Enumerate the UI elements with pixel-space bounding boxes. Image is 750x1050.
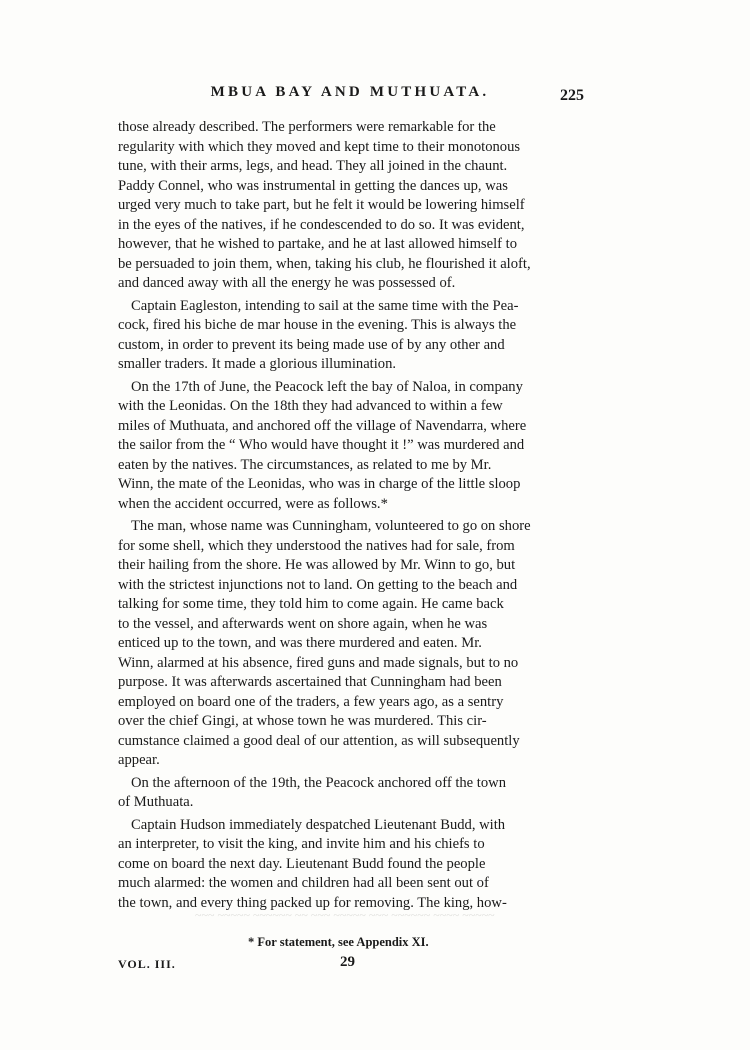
page-number: 225 bbox=[560, 87, 584, 104]
paragraph-5: On the afternoon of the 19th, the Peacock anchored off the town of Muthuata. bbox=[118, 774, 506, 810]
paragraph-6: Captain Hudson immediately despatched Lieutenant Budd, with an interpreter, to visit the king, and invite him and his chiefs to come on board the next day. Lieutenant Budd found the people much alarmed: the women and children had all been sent out of the town, and every thing packed up for removing. The king, how- bbox=[118, 816, 507, 911]
running-head: MBUA BAY AND MUTHUATA. bbox=[210, 84, 490, 100]
paragraph-1: those already described. The performers were remarkable for the regularity with which they moved and kept time to their monotonous tune, with their arms, legs, and head. They all joined in the chaunt. Paddy Connel, who was instrumental in getting the dances up, was urged very much to take part, but he felt it would be lowering himself in the eyes of the natives, if he condescended to do so. It was evident, however, that he wished to partake, and he at last allowed himself to be persuaded to join them, when, taking his club, he flourished it aloft, and danced away with all the energy he was possessed of. bbox=[118, 119, 531, 291]
paragraph-4: The man, whose name was Cunningham, volunteered to go on shore for some shell, which they understood the natives had for sale, from their hailing from the shore. He was allowed by Mr. Winn to go, but with the strictest injunctions not to land. On getting to the beach and talking for some time, they told him to come again. He came back to the vessel, and afterwards went on shore again, when he was enticed up to the town, and was there murdered and eaten. Mr. Winn, alarmed at his absence, fired guns and made signals, but to no purpose. It was afterwards ascertained that Cunningham had been employed on board one of the traders, a few years ago, as a sentry over the chief Gingi, at whose town he was murdered. This cir- cumstance claimed a good deal of our attention, as will subsequently appear. bbox=[118, 518, 531, 768]
signature-mark: 29 bbox=[340, 954, 355, 970]
footnote: * For statement, see Appendix XI. bbox=[248, 935, 429, 949]
body-text bbox=[118, 118, 593, 913]
bleed-through-texture: ~~~ ~~~~~ ~~~~~~ ~~ ~~~ ~~~~~ ~~~ ~~~~~~ ~~~~ ~~~~~ bbox=[195, 908, 495, 922]
volume-mark: VOL. III. bbox=[118, 957, 176, 971]
paragraph-2: Captain Eagleston, intending to sail at the same time with the Pea- cock, fired his biche de mar house in the evening. This is always the custom, in order to prevent its being made use of by any other and smaller traders. It made a glorious illumination. bbox=[118, 297, 519, 372]
paragraph-3: On the 17th of June, the Peacock left the bay of Naloa, in company with the Leonidas. On the 18th they had advanced to within a few miles of Muthuata, and anchored off the village of Navendarra, where the sailor from the “ Who would have thought it !” was murdered and eaten by the natives. The circumstances, as related to me by Mr. Winn, the mate of the Leonidas, who was in charge of the little sloop when the accident occurred, were as follows.* bbox=[118, 378, 527, 512]
